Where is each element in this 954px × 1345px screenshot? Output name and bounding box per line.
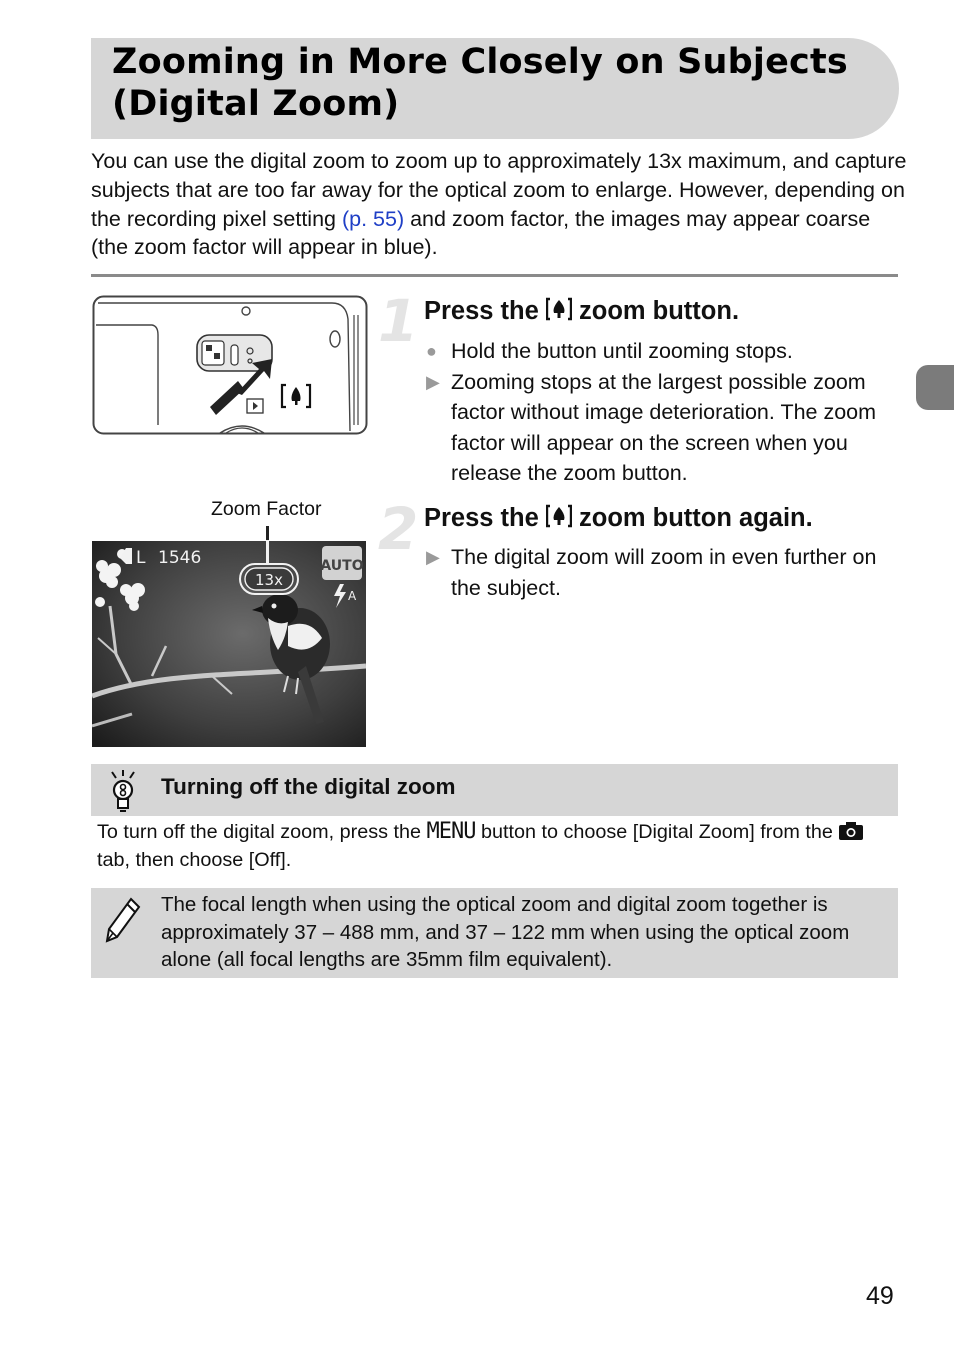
note-text: The focal length when using the optical zoom and digital zoom together is approximately 37 – 488 mm, and 37 – 122 mm when using the optical zoom alone (all focal lengths are 35mm film equivalent). bbox=[161, 893, 850, 971]
intro-paragraph bbox=[91, 147, 911, 262]
list-item: ▶ Zooming stops at the largest possible zoom factor without image deterioration. The zoom factor will appear on the screen when you release the zoom button. bbox=[425, 367, 900, 489]
step-1-bullets bbox=[425, 336, 900, 489]
camera-zoom-lever-illustration bbox=[92, 295, 368, 435]
zoom-factor-leader-top bbox=[266, 526, 269, 540]
chapter-tab-marker bbox=[916, 365, 954, 410]
section-rule bbox=[91, 274, 898, 277]
zoom-factor-text: 13x bbox=[255, 571, 283, 589]
step-1-title: Press the zoom button. bbox=[424, 297, 740, 325]
telephoto-icon bbox=[546, 504, 572, 528]
telephoto-icon bbox=[546, 297, 572, 321]
lightbulb-icon bbox=[108, 770, 138, 812]
screen-illustration bbox=[92, 526, 366, 747]
menu-button-glyph: MENU bbox=[426, 819, 476, 844]
auto-mode-badge: AUTO bbox=[320, 558, 364, 574]
list-item: ▶ The digital zoom will zoom in even further on the subject. bbox=[425, 542, 900, 603]
step-2-number: 2 bbox=[378, 495, 419, 563]
list-item: ● Hold the button until zooming stops. bbox=[425, 336, 900, 367]
result-arrow-icon: ▶ bbox=[426, 371, 440, 392]
camera-tab-icon bbox=[838, 821, 864, 841]
step-1-number: 1 bbox=[378, 287, 419, 355]
intro-text-1: You can use the digital zoom to zoom up to approximately 13x maximum, and capture subjects that are too far away for the optical zoom to enlarge. However, depending on the recording pixel setting bbox=[91, 149, 907, 231]
camera-illustration bbox=[92, 295, 368, 435]
tip-title: Turning off the digital zoom bbox=[161, 774, 456, 799]
intro-text-2: and zoom factor, the images may appear coarse (the zoom factor will appear in blue). bbox=[91, 206, 871, 260]
title-band bbox=[91, 38, 899, 139]
result-arrow-icon: ▶ bbox=[426, 547, 440, 567]
flash-auto-text: A bbox=[348, 589, 357, 603]
page-number: 49 bbox=[866, 1282, 894, 1310]
shots-remaining-text: 1546 bbox=[158, 548, 202, 568]
tip-header-band bbox=[91, 764, 898, 816]
bullet-dot-icon: ● bbox=[426, 341, 437, 361]
step-2-title: Press the zoom button again. bbox=[424, 504, 813, 532]
page-link[interactable]: (p. 55) bbox=[341, 206, 405, 231]
page-title: Zooming in More Closely on Subjects (Digital Zoom) bbox=[112, 42, 848, 124]
zoom-factor-caption: Zoom Factor bbox=[211, 498, 322, 520]
tip-text: To turn off the digital zoom, press the MENU button to choose [Digital Zoom] from the tab, then choose [Off]. bbox=[97, 818, 897, 874]
resolution-text: L bbox=[136, 548, 146, 568]
bird-photo-screen bbox=[92, 526, 366, 747]
step-2-bullets bbox=[425, 542, 900, 603]
pencil-icon bbox=[105, 897, 141, 943]
